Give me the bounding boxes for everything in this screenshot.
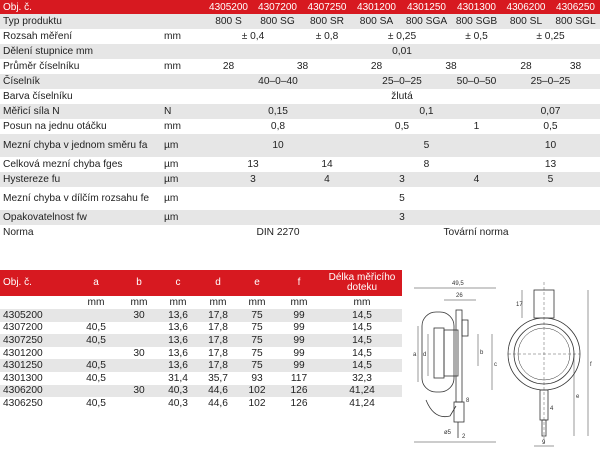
dims-cell: 13,6 [158, 334, 198, 347]
spec-header-code: 4307200 [253, 0, 302, 14]
spec-cell: 0,8 [204, 119, 352, 134]
spec-cell: žlutá [204, 89, 600, 104]
spec-header-code: 4301250 [401, 0, 452, 14]
spec-row [0, 187, 600, 210]
spec-cell: 5 [204, 187, 600, 210]
spec-row-unit [164, 225, 204, 240]
dims-cell: 75 [251, 347, 263, 359]
spec-row-label: Opakovatelnost fw [0, 210, 164, 225]
label-d: d [423, 352, 427, 358]
spec-cell: 800 SGL [551, 14, 600, 29]
dims-cell: 31,4 [168, 372, 188, 384]
spec-row-unit: µm [164, 134, 204, 157]
dims-unit-cell: mm [130, 297, 148, 308]
dims-cell: 30 [120, 385, 158, 398]
dims-cell [120, 372, 158, 385]
spec-row [0, 157, 600, 172]
dims-cell: 14,5 [352, 322, 372, 334]
spec-cell: 0,07 [501, 104, 600, 119]
spec-row [0, 172, 600, 187]
spec-row [0, 210, 600, 225]
dims-cell: 93 [251, 372, 263, 384]
spec-cell: 4 [302, 172, 352, 187]
spec-header-label: Obj. č. [0, 0, 204, 14]
spec-row [0, 14, 600, 29]
spec-cell: 800 SGA [401, 14, 452, 29]
label-e: e [576, 394, 580, 400]
dims-cell: 17,8 [198, 359, 238, 372]
spec-row-label: Dělení stupnice mm [0, 44, 164, 59]
spec-cell: 13 [204, 157, 302, 172]
spec-row-label: Průměr číselníku [0, 59, 164, 74]
dims-cell: 14,5 [322, 334, 402, 347]
dims-cell: 75 [238, 359, 276, 372]
spec-cell: ± 0,25 [352, 29, 452, 44]
spec-cell: 0,5 [352, 119, 452, 134]
spec-header-code: 4301200 [352, 0, 401, 14]
spec-cell: 3 [352, 172, 452, 187]
spec-row [0, 29, 600, 44]
spec-row [0, 119, 600, 134]
dims-cell: 40,5 [86, 397, 106, 409]
spec-cell: 40–0–40 [204, 74, 352, 89]
spec-row-unit: µm [164, 187, 204, 210]
dims-cell: 44,6 [198, 385, 238, 398]
dims-row [0, 347, 402, 360]
label-d5: ø5 [444, 430, 452, 436]
label-26: 26 [456, 293, 463, 299]
spec-row-unit [164, 14, 204, 29]
dims-cell: 99 [276, 359, 322, 372]
dims-cell: 99 [293, 322, 305, 334]
dims-cell: 4306200 [0, 385, 72, 398]
spec-row-unit: µm [164, 157, 204, 172]
spec-row-label: Posun na jednu otáčku [0, 119, 164, 134]
spec-row-unit: µm [164, 210, 204, 225]
spec-header-code: 4301300 [452, 0, 501, 14]
dims-cell: 13,6 [158, 309, 198, 322]
dims-header-cell: c [158, 270, 198, 296]
gauge-side-bezel [434, 328, 444, 378]
spec-cell: 38 [253, 59, 352, 74]
spec-header-row [0, 0, 600, 14]
spec-header-code: 4307250 [302, 0, 352, 14]
dimensions-table [0, 270, 402, 410]
dims-unit-cell: mm [290, 297, 308, 308]
dims-cell: 99 [276, 334, 322, 347]
spec-cell: 10 [501, 134, 600, 157]
gauge-side-clamp [462, 320, 468, 336]
dims-cell: 4307200 [3, 322, 43, 334]
spec-row-label: Hystereze fu [0, 172, 164, 187]
dims-cell: 126 [290, 397, 308, 409]
spec-row-unit: N [164, 104, 204, 119]
dims-cell: 75 [238, 309, 276, 322]
dims-cell: 17,8 [208, 347, 228, 359]
dims-cell: 17,8 [198, 309, 238, 322]
dims-cell [72, 347, 120, 360]
gauge-side-lever [426, 400, 456, 417]
label-9: 9 [542, 440, 546, 446]
dims-cell: 102 [238, 385, 276, 398]
dims-cell: 40,3 [158, 385, 198, 398]
spec-header-code: 4305200 [204, 0, 253, 14]
label-2: 2 [462, 434, 466, 440]
spec-cell: 0,15 [204, 104, 352, 119]
dims-cell: 14,5 [352, 347, 372, 359]
spec-row-unit [164, 44, 204, 59]
dims-cell [120, 334, 158, 347]
spec-row [0, 74, 600, 89]
spec-cell: 25–0–25 [352, 74, 452, 89]
dims-cell: 35,7 [208, 372, 228, 384]
dims-cell [72, 385, 120, 398]
label-a: a [413, 352, 417, 358]
spec-cell: 5 [501, 172, 600, 187]
dims-header-cell: f [276, 270, 322, 296]
label-4: 4 [550, 406, 554, 412]
dims-cell: 4301300 [3, 372, 43, 384]
spec-cell: 800 SA [352, 14, 401, 29]
dims-cell: 40,5 [72, 334, 120, 347]
spec-cell: 3 [204, 172, 302, 187]
dims-row [0, 334, 402, 347]
spec-row [0, 225, 600, 240]
dims-header-cell: Délka měřicího doteku [322, 270, 402, 296]
dims-cell: 17,8 [198, 334, 238, 347]
dims-cell: 102 [248, 397, 266, 409]
spec-cell: 50–0–50 [452, 74, 501, 89]
spec-cell: 800 SGB [452, 14, 501, 29]
label-17: 17 [516, 302, 523, 308]
dims-cell: 17,8 [208, 322, 228, 334]
dims-unit-cell [0, 296, 72, 309]
dims-cell: 40,5 [86, 322, 106, 334]
dims-row [0, 309, 402, 322]
dims-row [0, 359, 402, 372]
dims-cell: 40,3 [168, 397, 188, 409]
spec-cell: 800 S [204, 14, 253, 29]
spec-cell: 38 [401, 59, 501, 74]
dims-cell: 13,6 [168, 347, 188, 359]
spec-row-label: Mezní chyba v jednom směru fa [0, 134, 164, 157]
dims-cell: 4307250 [0, 334, 72, 347]
spec-cell: Tovární norma [352, 225, 600, 240]
dims-unit-cell: mm [87, 297, 105, 308]
dims-row [0, 397, 402, 410]
dims-cell [120, 359, 158, 372]
dims-cell: 30 [120, 309, 158, 322]
spec-row-label: Barva číselníku [0, 89, 164, 104]
spec-row [0, 89, 600, 104]
spec-row-label: Číselník [0, 74, 164, 89]
dims-header-cell: d [198, 270, 238, 296]
dims-cell [72, 309, 120, 322]
spec-row [0, 44, 600, 59]
gauge-side-tip-holder [454, 402, 464, 422]
spec-cell: 28 [501, 59, 551, 74]
spec-cell: 28 [352, 59, 401, 74]
spec-cell: ± 0,8 [302, 29, 352, 44]
dims-cell: 41,24 [322, 385, 402, 398]
dims-units-row [0, 296, 402, 309]
spec-row-label: Typ produktu [0, 14, 164, 29]
dims-cell: 117 [290, 372, 308, 384]
dims-cell [120, 322, 158, 335]
dims-cell: 44,6 [208, 397, 228, 409]
dims-row [0, 385, 402, 398]
dims-cell: 30 [133, 347, 145, 359]
spec-row-label: Norma [0, 225, 164, 240]
spec-header-code: 4306250 [551, 0, 600, 14]
dims-cell: 40,5 [86, 372, 106, 384]
spec-cell: DIN 2270 [204, 225, 352, 240]
spec-row-label: Mezní chyba v dílčím rozsahu fe [0, 187, 164, 210]
dims-cell: 40,5 [72, 359, 120, 372]
dims-cell: 13,6 [168, 322, 188, 334]
spec-row-unit [164, 74, 204, 89]
spec-cell: 5 [352, 134, 501, 157]
dims-cell: 14,5 [322, 359, 402, 372]
spec-row-label: Rozsah měření [0, 29, 164, 44]
dims-cell: 4306250 [3, 397, 43, 409]
spec-row [0, 104, 600, 119]
spec-cell: 10 [204, 134, 352, 157]
dims-cell: 75 [238, 334, 276, 347]
label-49: 49,5 [452, 281, 464, 287]
dims-cell: 75 [251, 322, 263, 334]
dims-header-row [0, 270, 402, 296]
spec-row-unit: µm [164, 172, 204, 187]
spec-cell: ± 0,5 [452, 29, 501, 44]
dims-cell: 4305200 [0, 309, 72, 322]
spec-cell: 0,5 [501, 119, 600, 134]
dims-cell: 13,6 [158, 359, 198, 372]
spec-row-label: Celková mezní chyba fges [0, 157, 164, 172]
dims-cell: 41,24 [349, 397, 375, 409]
spec-cell: 3 [204, 210, 600, 225]
spec-header-code: 4306200 [501, 0, 551, 14]
dims-unit-cell: mm [209, 297, 227, 308]
gauge-side-body [422, 312, 454, 392]
label-8: 8 [466, 398, 470, 404]
dims-cell: 4301200 [3, 347, 43, 359]
spec-cell: 1 [452, 119, 501, 134]
spec-cell: 800 SG [253, 14, 302, 29]
spec-cell: ± 0,25 [501, 29, 600, 44]
dims-header-cell: a [72, 270, 120, 296]
spec-cell: 14 [302, 157, 352, 172]
spec-row-unit [164, 89, 204, 104]
dims-unit-cell: mm [353, 297, 371, 308]
spec-cell: 800 SL [501, 14, 551, 29]
dims-row [0, 322, 402, 335]
spec-row-unit: mm [164, 59, 204, 74]
label-f: f [590, 362, 592, 368]
dims-unit-cell: mm [248, 297, 266, 308]
spec-cell: 0,1 [352, 104, 501, 119]
dims-cell [120, 397, 158, 410]
spec-row-unit: mm [164, 119, 204, 134]
gauge-side-stem [456, 310, 462, 402]
dims-header-cell: Obj. č. [0, 270, 72, 296]
dims-cell: 4301250 [0, 359, 72, 372]
spec-row-unit: mm [164, 29, 204, 44]
spec-cell: 25–0–25 [501, 74, 600, 89]
spec-cell: 0,01 [204, 44, 600, 59]
dims-cell: 32,3 [352, 372, 372, 384]
spec-row [0, 134, 600, 157]
dims-cell: 99 [276, 309, 322, 322]
spec-cell: 28 [204, 59, 253, 74]
dims-header-cell: b [120, 270, 158, 296]
dims-row [0, 372, 402, 385]
spec-cell: 800 SR [302, 14, 352, 29]
spec-row [0, 59, 600, 74]
spec-row-label: Měřicí síla N [0, 104, 164, 119]
spec-cell: ± 0,4 [204, 29, 302, 44]
dial-gauge-drawing [404, 270, 600, 450]
spec-cell: 8 [352, 157, 501, 172]
dims-cell: 99 [293, 347, 305, 359]
dims-cell: 126 [276, 385, 322, 398]
dims-header-cell: e [238, 270, 276, 296]
spec-cell: 13 [501, 157, 600, 172]
dims-cell: 14,5 [322, 309, 402, 322]
spec-cell: 38 [551, 59, 600, 74]
label-c: c [494, 362, 497, 368]
label-b: b [480, 350, 484, 356]
dims-unit-cell: mm [169, 297, 187, 308]
spec-cell: 4 [452, 172, 501, 187]
